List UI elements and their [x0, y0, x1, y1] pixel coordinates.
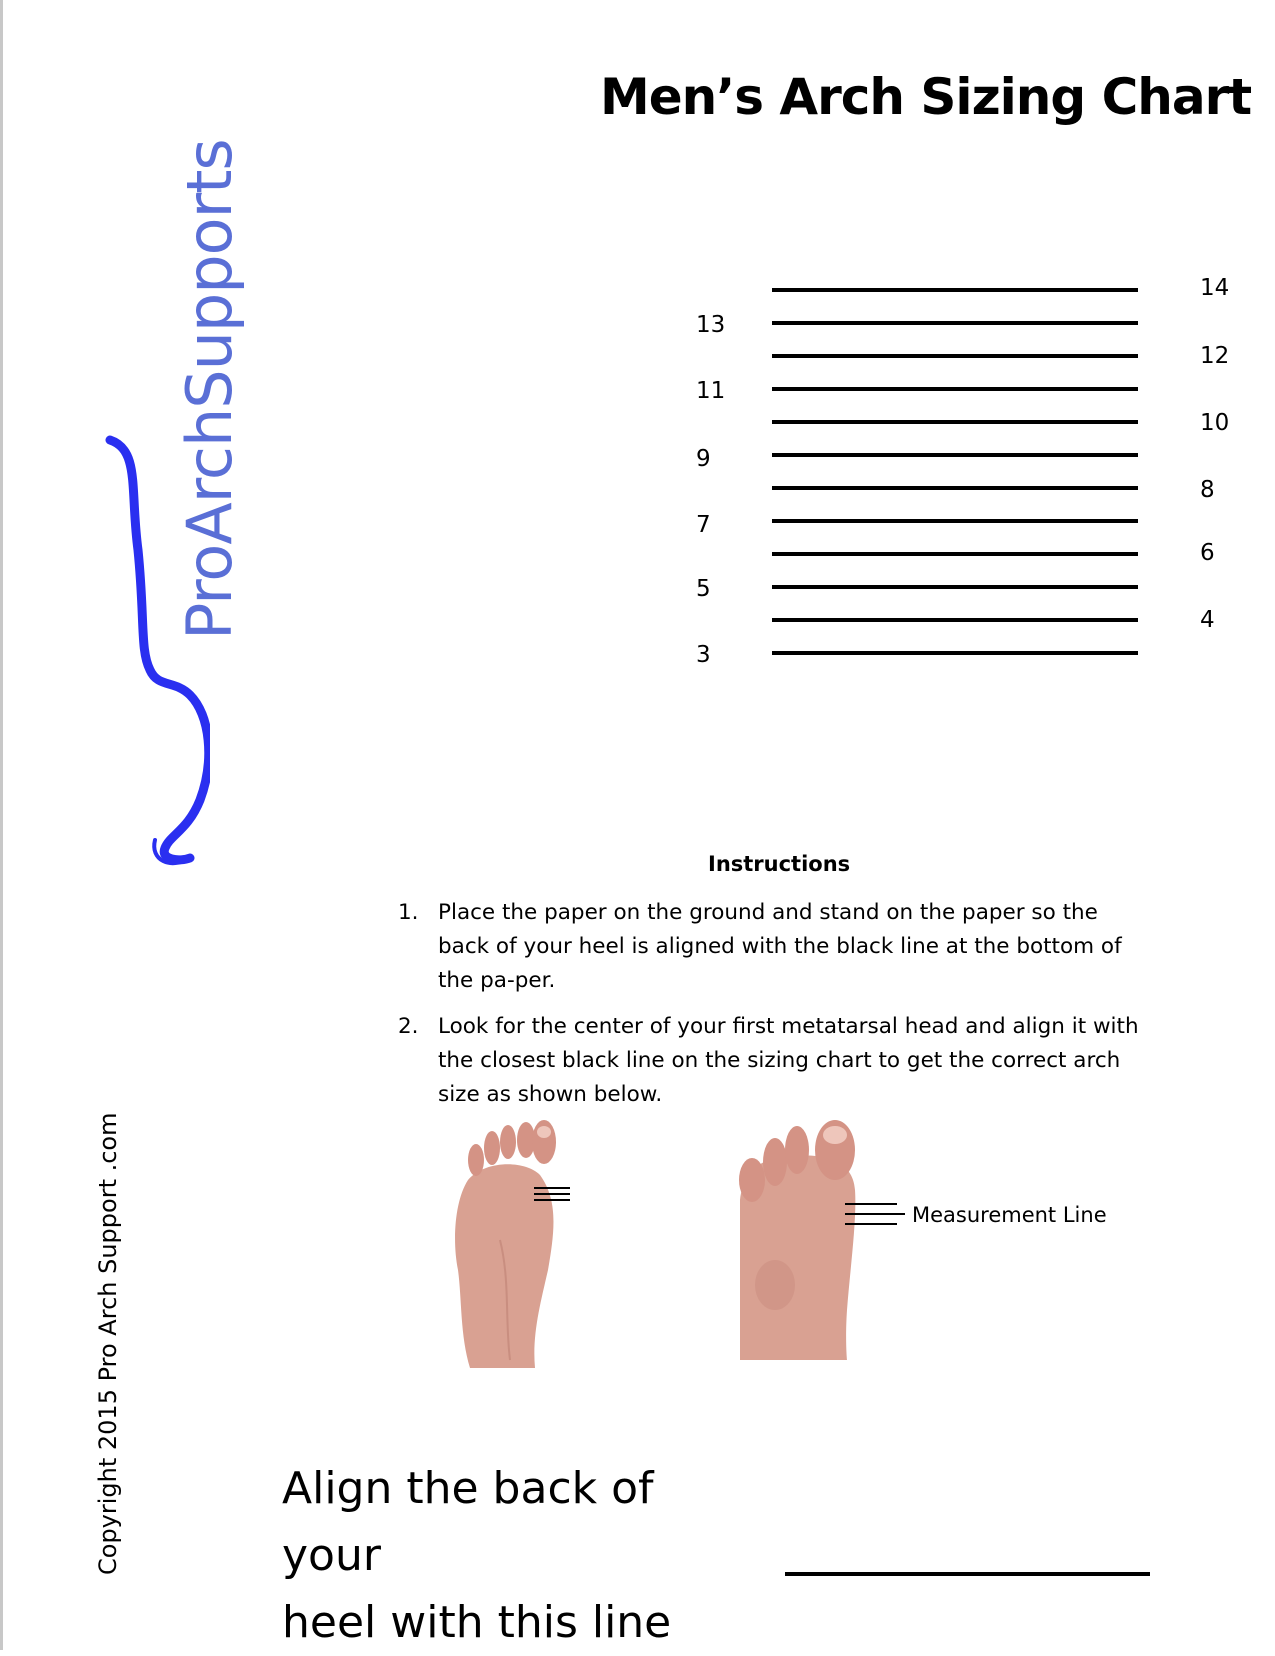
size-line [772, 618, 1138, 622]
step-text: Place the paper on the ground and stand on the paper so the back of your heel is aligned with the black line at the bottom of the pa-per. [438, 900, 1122, 993]
heel-alignment-line2: heel with this line [282, 1597, 672, 1648]
heel-alignment-line1: Align the back of your [282, 1463, 654, 1581]
size-label-left: 11 [696, 378, 726, 404]
page-left-edge [0, 0, 3, 1650]
size-line [772, 321, 1138, 325]
size-label-right: 14 [1200, 275, 1230, 301]
size-label-right: 4 [1200, 607, 1215, 633]
size-label-left: 5 [696, 576, 711, 602]
size-line [772, 651, 1138, 655]
size-line [772, 552, 1138, 556]
size-line [772, 519, 1138, 523]
size-line [772, 420, 1138, 424]
size-label-right: 8 [1200, 477, 1215, 503]
heel-alignment-line [785, 1572, 1150, 1576]
heel-alignment-text [282, 1455, 762, 1656]
foot-image-full [440, 1120, 580, 1370]
instructions-title: Instructions [708, 852, 851, 876]
size-label-left: 9 [696, 446, 711, 472]
copyright-text: Copyright 2015 Pro Arch Support .com [94, 1112, 122, 1575]
size-line [772, 585, 1138, 589]
instructions-list [398, 896, 1143, 1124]
logo [170, 120, 250, 640]
step-number: 2. [398, 1014, 419, 1039]
step-text: Look for the center of your first metatarsal head and align it with the closest black line on the sizing chart to get the correct arch size as shown below. [438, 1014, 1139, 1107]
size-label-left: 13 [696, 312, 726, 338]
instruction-step [398, 896, 1143, 998]
size-line [772, 288, 1138, 292]
size-label-left: 7 [696, 512, 711, 538]
size-label-right: 10 [1200, 410, 1230, 436]
size-line [772, 387, 1138, 391]
size-line [772, 486, 1138, 490]
step-number: 1. [398, 900, 419, 925]
measurement-line-label: Measurement Line [912, 1203, 1107, 1227]
foot-image-closeup [735, 1110, 905, 1360]
size-line [772, 453, 1138, 457]
size-label-right: 6 [1200, 540, 1215, 566]
logo-text: ProArchSupports [173, 139, 246, 640]
page-title: Men’s Arch Sizing Chart [600, 68, 1252, 126]
instruction-step [398, 1010, 1143, 1112]
size-line [772, 354, 1138, 358]
size-label-left: 3 [696, 642, 711, 668]
size-label-right: 12 [1200, 343, 1230, 369]
